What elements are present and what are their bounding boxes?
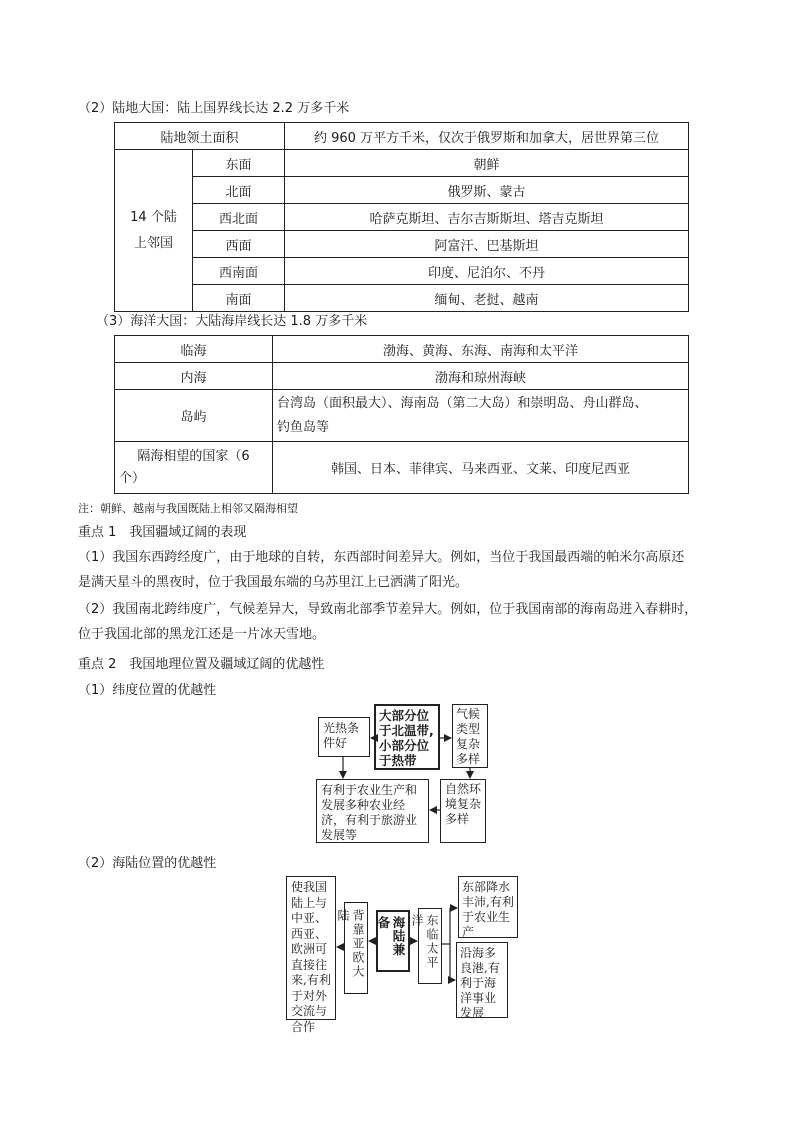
sea-label: 临海: [115, 336, 273, 363]
direction-cell: 南面: [193, 285, 285, 312]
islands-label: 岛屿: [115, 390, 273, 442]
direction-cell: 西南面: [193, 258, 285, 285]
rainfall-box: 东部降水丰沛,有利于农业生产: [458, 876, 518, 938]
direction-cell: 西北面: [193, 204, 285, 231]
direction-cell: 东面: [193, 150, 285, 177]
direction-cell: 西面: [193, 231, 285, 258]
back-eurasia-box: 背靠亚欧大陆: [344, 902, 368, 994]
section-heading-land: （2）陆地大国：陆上国界线长达 2.2 万多千米: [78, 101, 350, 116]
sea-land-advantage-heading: （2）海陆位置的优越性: [78, 856, 217, 871]
exchange-box: 使我国陆上与中亚、西亚、欧洲可直接往来,有利于对外交流与合作: [286, 876, 336, 1020]
countries-cell: 阿富汗、巴基斯坦: [285, 231, 689, 258]
area-label: 陆地领土面积: [115, 123, 285, 150]
point1-paragraph1: （1）我国东西跨经度广，由于地球的自转，东西部时间差异大。例如，当位于我国最西端的帕米尔高原还 是满天星斗的黑夜时，位于我国最东端的乌苏里江上已洒满了阳光。: [78, 550, 685, 590]
light-heat-box: 光热条件好: [318, 717, 370, 757]
latitude-advantage-heading: （1）纬度位置的优越性: [78, 683, 217, 698]
point2-heading: 重点 2 我国地理位置及疆域辽阔的优越性: [78, 657, 325, 672]
climate-box: 气候类型复杂多样: [452, 704, 488, 768]
islands-value: 台湾岛（面积最大）、海南岛（第二大岛）和崇明岛、舟山群岛、 钓鱼岛等: [273, 390, 689, 442]
inland-sea-value: 渤海和琼州海峡: [273, 363, 689, 390]
ports-box: 沿海多良港,有利于海洋事业发展: [456, 942, 508, 1018]
overseas-neighbors-value: 韩国、日本、菲律宾、马来西亚、文莱、印度尼西亚: [273, 442, 689, 494]
latitude-center-box: 大部分位于北温带,小部分位于热带: [374, 704, 440, 770]
benefit-box: 有利于农业生产和发展多种农业经济，有利于旅游业发展等: [316, 779, 429, 843]
direction-cell: 北面: [193, 177, 285, 204]
note: 注：朝鲜、越南与我国既陆上相邻又隔海相望: [78, 502, 298, 515]
east-pacific-box: 东临太平洋: [418, 908, 442, 984]
overseas-neighbors-label: 隔海相望的国家（6 个）: [115, 442, 273, 494]
countries-cell: 朝鲜: [285, 150, 689, 177]
sea-value: 渤海、黄海、东海、南海和太平洋: [273, 336, 689, 363]
inland-sea-label: 内海: [115, 363, 273, 390]
countries-cell: 哈萨克斯坦、吉尔吉斯斯坦、塔吉克斯坦: [285, 204, 689, 231]
countries-cell: 印度、尼泊尔、不丹: [285, 258, 689, 285]
point1-heading: 重点 1 我国疆域辽阔的表现: [78, 525, 247, 540]
sea-land-center-box: 海陆兼备: [376, 910, 410, 972]
point1-paragraph2: （2）我国南北跨纬度广，气候差异大，导致南北部季节差异大。例如，位于我国南部的海南岛进入春耕时， 位于我国北部的黑龙江还是一片冰天雪地。: [78, 602, 698, 642]
section-heading-sea: （3）海洋大国：大陆海岸线长达 1.8 万多千米: [96, 314, 368, 329]
countries-cell: 缅甸、老挝、越南: [285, 285, 689, 312]
environment-box: 自然环境复杂多样: [440, 779, 486, 843]
countries-cell: 俄罗斯、蒙古: [285, 177, 689, 204]
neighbors-label: 14 个陆 上邻国: [115, 150, 193, 312]
area-value: 约 960 万平方千米，仅次于俄罗斯和加拿大，居世界第三位: [285, 123, 689, 150]
